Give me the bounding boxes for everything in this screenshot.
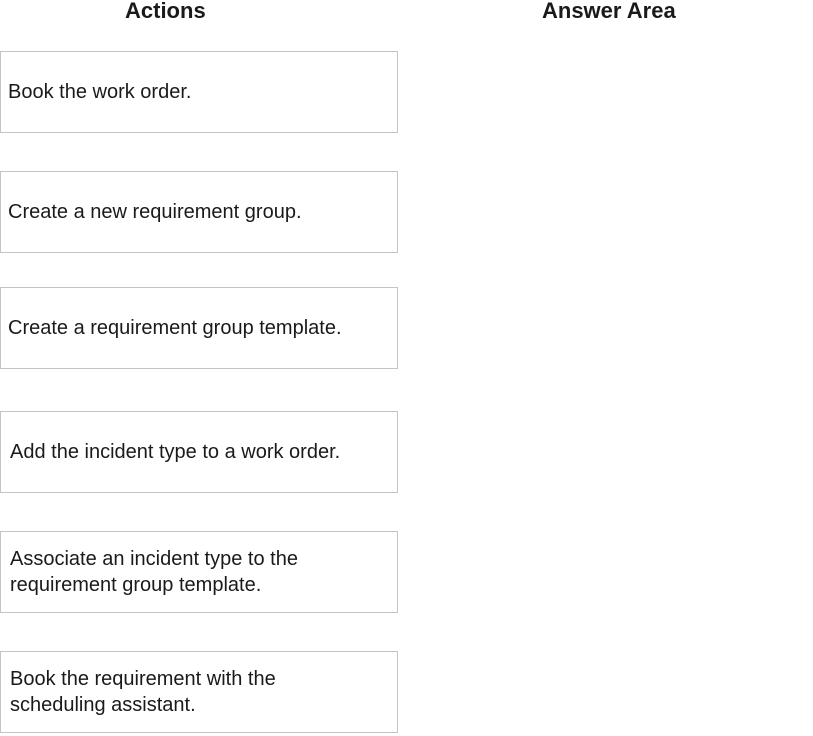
action-create-requirement-group[interactable] [0, 171, 398, 253]
action-label: Book the work order. [8, 81, 192, 103]
answer-area-dropzone[interactable] [420, 40, 800, 730]
action-create-requirement-group-template[interactable] [0, 287, 398, 369]
action-book-requirement-scheduling-assistant[interactable] [0, 651, 398, 733]
action-book-work-order[interactable] [0, 51, 398, 133]
action-associate-incident-type[interactable] [0, 531, 398, 613]
action-label: Book the requirement with the scheduling assistant. [10, 668, 276, 716]
action-label: Create a new requirement group. [8, 201, 302, 223]
action-label: Create a requirement group template. [8, 317, 342, 339]
action-add-incident-type[interactable] [0, 411, 398, 493]
action-label: Add the incident type to a work order. [10, 441, 341, 463]
actions-heading: Actions [125, 0, 206, 23]
answer-area-heading: Answer Area [542, 0, 676, 23]
actions-list [0, 0, 400, 736]
action-label: Associate an incident type to the requirement group template. [10, 548, 298, 596]
